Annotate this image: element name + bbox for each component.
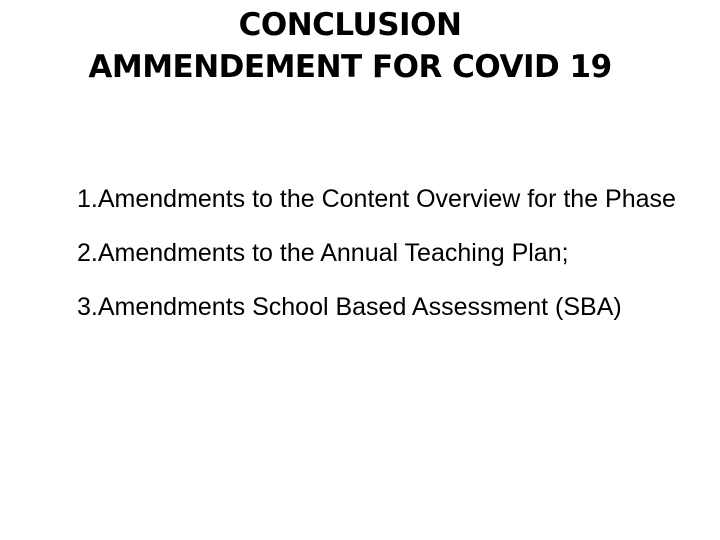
list-item-1 <box>77 172 707 226</box>
list-text: Amendments School Based Assessment (SBA) <box>97 293 622 321</box>
list-item-2 <box>77 226 707 280</box>
title-line-2: AMMENDEMENT FOR COVID 19 <box>88 49 612 85</box>
slide-title <box>0 4 700 88</box>
list-number: 2. <box>77 239 98 267</box>
list-text: Amendments to the Content Overview for the Phase <box>97 185 676 213</box>
list-number: 1. <box>77 185 98 213</box>
title-line-1: CONCLUSION <box>238 7 462 43</box>
list-item-3 <box>77 280 707 334</box>
amendment-list <box>77 172 707 334</box>
list-number: 3. <box>77 293 98 321</box>
list-text: Amendments to the Annual Teaching Plan; <box>97 239 569 267</box>
